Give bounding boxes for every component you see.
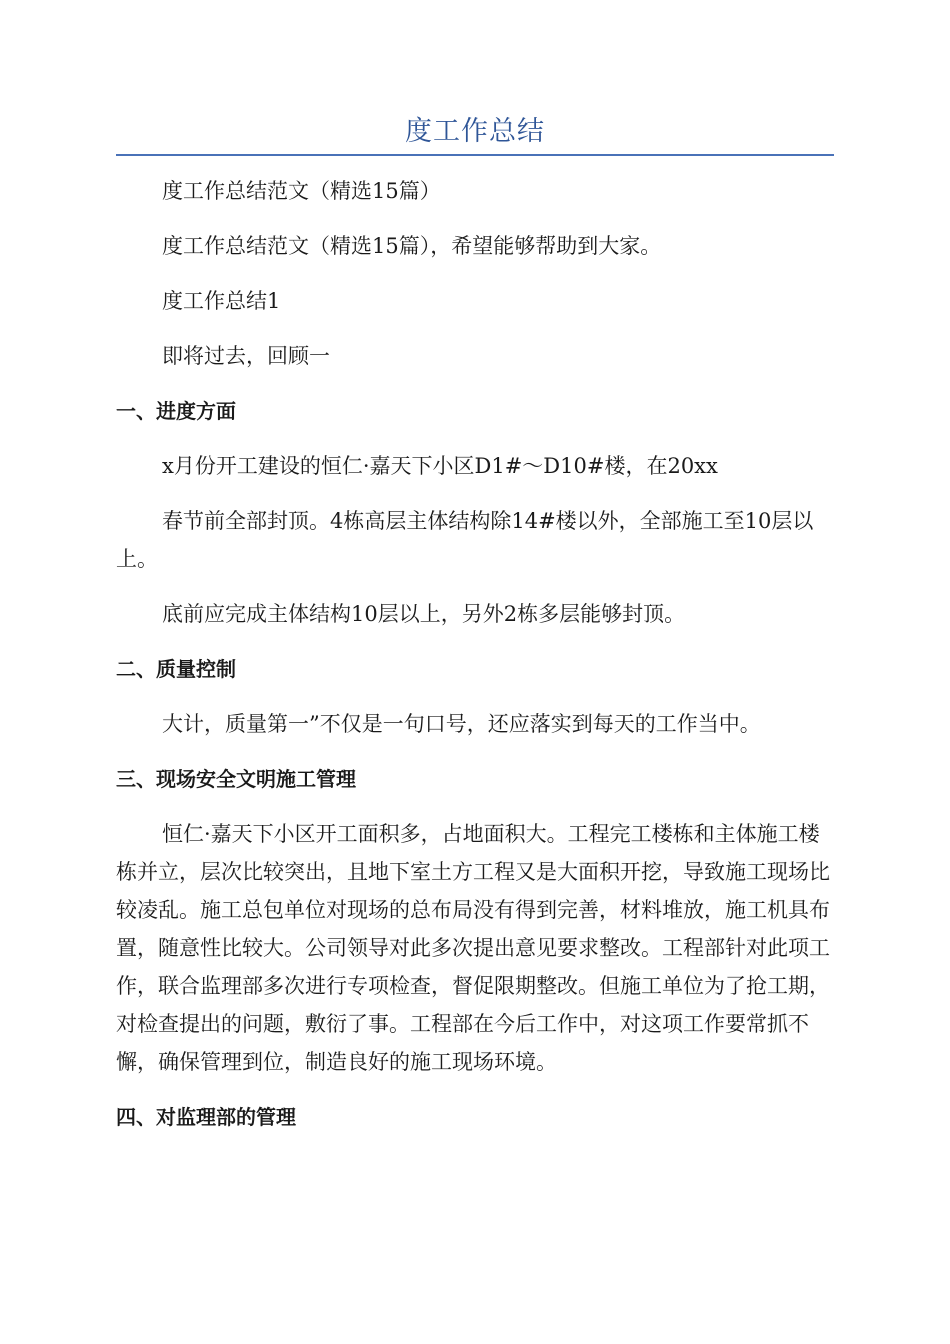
spacer xyxy=(116,210,834,227)
paragraph-progress-3: 底前应完成主体结构10层以上，另外2栋多层能够封顶。 xyxy=(162,602,686,626)
spacer xyxy=(116,156,834,172)
paragraph-safety: 恒仁·嘉天下小区开工面积多，占地面积大。工程完工楼栋和主体施工楼栋并立，层次比较突出，且地下室土方工程又是大面积开挖，导致施工现场比较凌乱。施工总包单位对现场的总布局没有得到完善，材料堆放，施工机具布置，随意性比较大。公司领导对此多次提出意见要求整改。工程部针对此项工作，联合监理部多次进行专项检查，督促限期整改。但施工单位为了抢工期，对检查提出的问题，敷衍了事。工程部在今后工作中，对这项工作要常抓不懈，确保管理到位，制造良好的施工现场环境。 xyxy=(116,822,830,1074)
paragraph-progress-1: x月份开工建设的恒仁·嘉天下小区D1#～D10#楼，在20xx xyxy=(162,454,718,478)
spacer xyxy=(116,688,834,705)
spacer xyxy=(116,1081,834,1098)
heading-progress: 一、进度方面 xyxy=(116,399,236,423)
spacer xyxy=(116,375,834,392)
paragraph-quality: 大计，质量第一”不仅是一句口号，还应落实到每天的工作当中。 xyxy=(162,712,761,736)
spacer xyxy=(116,485,834,502)
spacer xyxy=(116,633,834,650)
heading-safety: 三、现场安全文明施工管理 xyxy=(116,767,356,791)
spacer xyxy=(116,578,834,595)
document-page xyxy=(116,112,834,1136)
paragraph-progress-2: 春节前全部封顶。4栋高层主体结构除14#楼以外，全部施工至10层以上。 xyxy=(116,509,814,571)
paragraph-section-label: 度工作总结1 xyxy=(162,289,281,313)
spacer xyxy=(116,798,834,815)
heading-supervision: 四、对监理部的管理 xyxy=(116,1105,296,1129)
paragraph-intro: 度工作总结范文（精选15篇），希望能够帮助到大家。 xyxy=(162,234,662,258)
paragraph-review: 即将过去，回顾一 xyxy=(162,344,330,368)
spacer xyxy=(116,320,834,337)
spacer xyxy=(116,265,834,282)
spacer xyxy=(116,743,834,760)
spacer xyxy=(116,430,834,447)
paragraph-intro-title: 度工作总结范文（精选15篇） xyxy=(162,179,441,203)
document-title: 度工作总结 xyxy=(116,112,834,156)
heading-quality: 二、质量控制 xyxy=(116,657,236,681)
